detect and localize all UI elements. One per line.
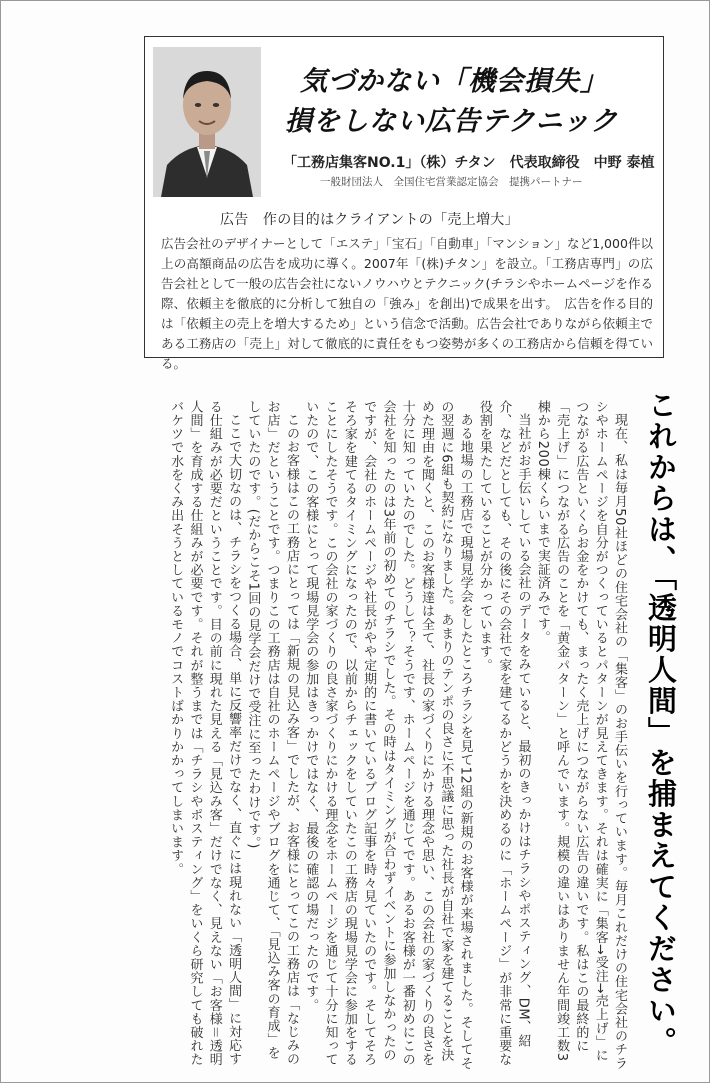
article-headline: これからは、「透明人間」を捕まえてください。 [644, 390, 678, 1058]
profile-description: 広告会社のデザイナーとして「エステ」「宝石」「自動車」「マンション」など1,000件以上の高額商品の広告を成功に導く。2007年「(株)チタン」を設立。「工務店専門」の広告会社として一般の広告会社にないノウハウとテクニック(チラシやホームページを作る際、依頼主を徹底的に分析して独自の「強み」を創出)で成果を出す。 広告を作る目的は「依頼主の売上を増大するため」という信念で活動。広告会社でありながら依頼主である工務店の「売上」対して徹底的に責任をもつ姿勢が多くの工務店から信頼を得ている。 [161, 236, 653, 371]
headline-line-2: 損をしない広告テクニック [285, 106, 619, 137]
association-line: 一般財団法人 全国住宅営業認定協会 提携パートナー [320, 176, 583, 188]
article-paragraph: 現在、私は毎月50社ほどの住宅会社の「集客」のお手伝いを行っています。毎月これだけの住宅会社のチラシやホームページを自分がつくっているとパターンが見えてきます。それは確実に「集客→受注→売上げ」につながる広告といくらお金をかけても、まったく売上げにつながらない広告の違いです。私はこの最終的に「売上げ」につながる広告のことを「黄金パターン」と呼んでいます。規模の違いはありません年間竣工数3棟から200棟くらいまで実証済みです。 [534, 400, 627, 1070]
article-paragraph: ここで大切なのは、チラシをつくる場合、単に反響率だけでなく、直ぐには現れない「透明人間」に対応する仕組みが必要だということです。目の前に現れた見える「見込み客」だけでなく、見えない「お客様＝透明人間」を育成する仕組みが必要です。それが整うまでは「チラシやポスティング」をいくら研究しても破れたバケツで水をくみ出そうとしているモノでコストばかりかかってしまいます。 [168, 400, 242, 1067]
author-profile-box [144, 36, 664, 371]
article-paragraph: ある地場の工務店で現場見学会をしたところチラシを見て12組の新規のお客様が来場されました。そしてその翌週に6組も契約になりました。あまりのテンポの良さに不思議に思った社長が自社で家を建てることを決めた理由を聞くと、このお客様達は全て、社長の家づくりにかける理念や思い、この会社の家づくりの良さを十分に知っていたのでした。どうして？そうです、ホームページを通じてです。あるお客様が一番初めにこの会社を知ったのは3年前の初めてのチラシでした。その時はタイミングが合わずイベントに参加しなかったのですが、会社のホームページや社長がやや定期的に書いているブログ記事を時々見ていたのです。そしてそろそろ家を建てるタイミングになったので、以前からチェックをしていたこの工務店の現場見学会に参加をすることにしたそうです。この会社の家づくりの良さ家づくりにかける理念をホームページを通じて十分に知っていたので、この客様にとって現場見学会の参加はきっかけではなく、最後の確認の場だったのです。 [303, 400, 473, 1070]
author-photo [153, 47, 261, 197]
article-paragraph: このお客様はこの工務店にとっては「新規の見込み客」でしたが、お客様にとってこの工務店は「なじみのお店」だということです。つまりこの工務店は自社のホームページやブログを通じて、「見込み客の育成」をしていたのです。(だからこそ1回の見学会だけで受注に至ったわけです。) [245, 400, 299, 1066]
profile-lead: 広告 作の目的はクライアントの「売上増大」 [220, 212, 519, 228]
author-portrait-image [153, 47, 261, 197]
article-body [51, 400, 629, 1070]
author-name: 「工務店集客NO.1」（株）チタン 代表取締役 中野 泰植 [283, 155, 655, 171]
article [41, 386, 681, 1076]
headline-line-1: 気づかない「機会損失」 [300, 66, 608, 97]
article-paragraph: 当社がお手伝いしている会社のデータをみていると、最初のきっかけはチラシやポスティング、DM、紹介、などだとしても、その後にその会社で家を建てるかどうかを決めるのに「ホームページ」が非常に重要な役割を果たしていることが分かっています。 [476, 400, 531, 1067]
